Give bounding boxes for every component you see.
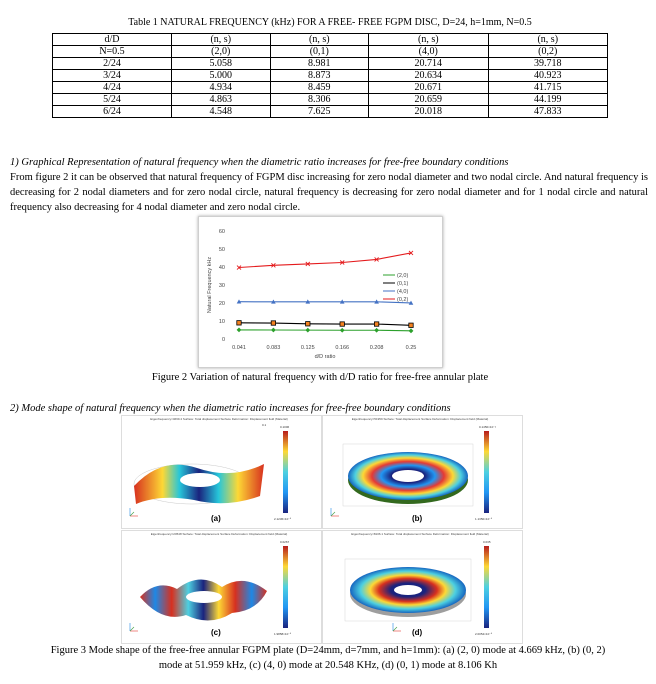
- data-point: [237, 327, 242, 332]
- table-cell: 4/24: [53, 82, 172, 94]
- panel-c-title: Eigenfrequency=20548 Surface: Total displacement Surface Deformation: Displacement field (Material): [150, 532, 288, 536]
- table-cell: 8.981: [270, 58, 369, 70]
- mode-shape-panel-a: [121, 415, 322, 529]
- table-cell: 4.548: [172, 106, 271, 118]
- data-point: [374, 322, 378, 326]
- table-cell: 6/24: [53, 106, 172, 118]
- data-point: [305, 328, 310, 333]
- table-cell: 39.718: [488, 58, 608, 70]
- colorbar-max-label: 0.1450×10⁻²: [479, 425, 496, 429]
- table-cell: (0,2): [488, 46, 608, 58]
- colorbar-min-label: 2.1236×10⁻⁸: [274, 517, 292, 521]
- panel-d-label: (d): [412, 628, 423, 637]
- table-cell: 8.873: [270, 70, 369, 82]
- table-cell: 8.306: [270, 94, 369, 106]
- axes-triad-icon: [331, 508, 339, 516]
- data-point: [340, 328, 345, 333]
- x-tick-label: 0.166: [335, 345, 350, 351]
- table-cell: 40.923: [488, 70, 608, 82]
- figure-2-chart: [198, 216, 443, 368]
- line-chart: [199, 217, 442, 367]
- table-row: [53, 58, 608, 70]
- table-cell: 5/24: [53, 94, 172, 106]
- table-title: Table 1 NATURAL FREQUENCY (kHz) FOR A FREE- FREE FGPM DISC, D=24, h=1mm, N=0.5: [128, 17, 532, 28]
- table-cell: 20.634: [369, 70, 488, 82]
- section-2-heading: 2) Mode shape of natural frequency when the diametric ratio increases for free-free boundary conditions: [10, 403, 451, 414]
- table-cell: 4.934: [172, 82, 271, 94]
- table-cell: (0,1): [270, 46, 369, 58]
- y-axis-label: Natural Frequency kHz: [207, 256, 213, 314]
- y-tick-label: 50: [218, 247, 225, 253]
- series-line-1: [239, 323, 411, 325]
- mode-shape-panel-d: [322, 530, 523, 644]
- y-tick-label: 0: [221, 337, 225, 343]
- panel-b-label: (b): [412, 514, 423, 523]
- table-cell: 41.715: [488, 82, 608, 94]
- color-scale-bar: [484, 546, 489, 628]
- colorbar-min-label: 1.1350×10⁻⁸: [475, 517, 493, 521]
- x-tick-label: 0.25: [405, 345, 417, 351]
- table-cell: 3/24: [53, 70, 172, 82]
- data-point: [271, 328, 276, 333]
- figure-3-caption-line-2: mode at 51.959 kHz, (c) (4, 0) mode at 20.548 KHz, (d) (0, 1) mode at 8.106 Kh: [158, 660, 498, 671]
- table-cell: 8.459: [270, 82, 369, 94]
- x-axis-label: d/D ratio: [314, 354, 336, 360]
- data-point: [409, 323, 413, 327]
- colorbar-max-label: 0.0267: [280, 540, 290, 544]
- data-point: [340, 322, 344, 326]
- color-scale-bar: [484, 431, 489, 513]
- section-1-heading: 1) Graphical Representation of natural frequency when the diametric ratio increases for free-free boundary conditions: [10, 157, 509, 168]
- table-cell: 44.199: [488, 94, 608, 106]
- table-cell: 20.659: [369, 94, 488, 106]
- colorbar-min-label: 2.0054×10⁻⁸: [475, 632, 493, 636]
- data-point: [306, 322, 310, 326]
- table-cell: d/D: [53, 34, 172, 46]
- table-cell: (n, s): [488, 34, 608, 46]
- table-cell: 2/24: [53, 58, 172, 70]
- panel-b-title: Eigenfrequency=51959 Surface: Total displacement Surface Deformation: Displacement field (Material): [351, 417, 489, 421]
- y-tick-label: 60: [218, 229, 225, 235]
- figure-3-mode-shapes: [121, 415, 522, 642]
- mode-shape-panel-b: [322, 415, 523, 529]
- section-1-paragraph: From figure 2 it can be observed that natural frequency of FGPM disc increasing for zero nodal diameter and two nodal circle. And natural frequency is decreasing for 2 nodal diameters and for zero nodal circle, natural frequency is decreasing for zero nodal diameter and for 1 nodal circle and natural frequency also decreasing for 4 nodal diameter and zero nodal circle.: [10, 172, 648, 213]
- table-header-row: [53, 46, 608, 58]
- series-line-2: [239, 302, 411, 303]
- table-cell: (2,0): [172, 46, 271, 58]
- frequency-table: [52, 33, 608, 118]
- series-line-0: [239, 330, 411, 331]
- panel-c-label: (c): [211, 628, 221, 637]
- axes-triad-icon: [130, 623, 138, 631]
- colorbar-max-label: 0.035: [483, 540, 491, 544]
- data-point: [237, 321, 241, 325]
- x-tick-label: 0.125: [300, 345, 315, 351]
- table-cell: 20.018: [369, 106, 488, 118]
- panel-d-title: Eigenfrequency=8106.1 Surface: Total displacement Surface Deformation: Displacement field (Material): [351, 532, 489, 536]
- table-cell: (4,0): [369, 46, 488, 58]
- legend-entry: (4,0): [397, 289, 409, 295]
- table-cell: (n, s): [172, 34, 271, 46]
- table-cell: (n, s): [270, 34, 369, 46]
- mode-shape-a-plot: [122, 416, 321, 528]
- table-cell: 7.625: [270, 106, 369, 118]
- table-cell: 20.671: [369, 82, 488, 94]
- y-tick-label: 30: [218, 283, 225, 289]
- table-cell: 47.833: [488, 106, 608, 118]
- data-point: [271, 321, 275, 325]
- data-point: [409, 328, 414, 333]
- table-row: [53, 106, 608, 118]
- table-cell: 5.000: [172, 70, 271, 82]
- x-tick-label: 0.083: [266, 345, 281, 351]
- axes-triad-icon: [130, 508, 138, 516]
- colorbar-max-label: 0.1006: [280, 425, 290, 429]
- figure-3-caption-line-1: Figure 3 Mode shape of the free-free annular FGPM plate (D=24mm, d=7mm, and h=1mm): (a) (2, 0) mode at 4.669 kHz, (b) (0, 2): [50, 645, 606, 656]
- table-cell: 4.863: [172, 94, 271, 106]
- panel-a-title: Eigenfrequency=4669.4 Surface: Total displacement Surface Deformation: Displacement field (Material): [150, 417, 288, 421]
- axes-triad-icon: [393, 623, 401, 631]
- table-cell: 5.058: [172, 58, 271, 70]
- mode-shape-b-plot: [323, 416, 522, 528]
- table-row: [53, 94, 608, 106]
- table-cell: (n, s): [369, 34, 488, 46]
- table-row: [53, 70, 608, 82]
- color-scale-bar: [283, 431, 288, 513]
- y-tick-label: 20: [218, 301, 225, 307]
- mode-shape-c-plot: [122, 531, 321, 643]
- legend-entry: (0,2): [397, 297, 409, 303]
- legend-entry: (0,1): [397, 281, 409, 287]
- figure-2-caption: Figure 2 Variation of natural frequency with d/D ratio for free-free annular plate: [151, 372, 489, 383]
- color-scale-bar: [283, 546, 288, 628]
- table-header-row: [53, 34, 608, 46]
- table-cell: N=0.5: [53, 46, 172, 58]
- legend-entry: (2,0): [397, 273, 409, 279]
- mode-shape-d-plot: [323, 531, 522, 643]
- x-tick-label: 0.208: [369, 345, 384, 351]
- mode-shape-panel-c: [121, 530, 322, 644]
- data-point: [374, 328, 379, 333]
- panel-a-label: (a): [211, 514, 221, 523]
- x-tick-label: 0.041: [232, 345, 246, 351]
- y-tick-label: 40: [218, 265, 225, 271]
- series-line-3: [239, 253, 411, 268]
- svg-text:0.1: 0.1: [262, 423, 267, 427]
- y-tick-label: 10: [218, 319, 225, 325]
- table-row: [53, 82, 608, 94]
- colorbar-min-label: 1.9858×10⁻⁸: [274, 632, 292, 636]
- table-cell: 20.714: [369, 58, 488, 70]
